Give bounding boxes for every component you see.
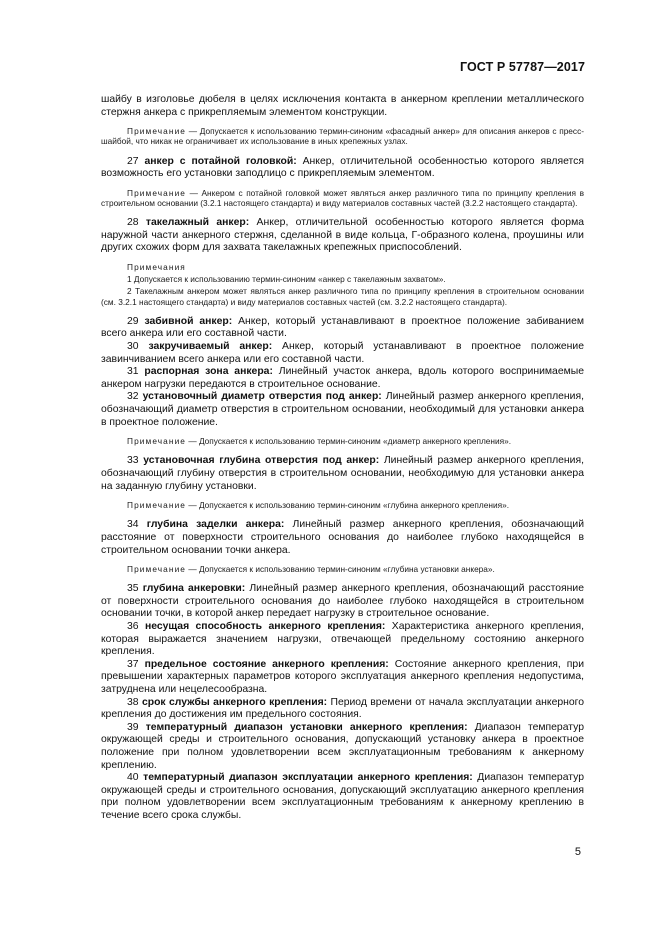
term-31: распорная зона анкера: (144, 366, 273, 378)
term-35: глубина анкеровки: (142, 583, 246, 595)
note-34: Примечание — Допускается к использованию термин-синоним «глубина установки анкера». (127, 564, 495, 575)
term-39: температурный диапазон установки анкерного крепления: (145, 721, 468, 733)
term-entry-37: 37 предельное состояние анкерного крепления: Состояние анкерного крепления, при превышении характерных параметров которого эксплуатация анкерного крепления недопустима, затруднена или нецелесообразна. (101, 658, 584, 696)
term-33: установочная глубина отверстия под анкер: (143, 455, 380, 467)
term-entry-33: 33 установочная глубина отверстия под анкер: Линейный размер анкерного крепления, обозначающий глубину отверстия в строительном основании, необходимую для установки анкера на заданную глубину установки. (101, 455, 584, 492)
note-label: Примечание (127, 564, 187, 575)
term-37: предельное состояние анкерного крепления: (144, 658, 389, 670)
term-40: температурный диапазон эксплуатации анкерного крепления: (143, 772, 473, 784)
note-32: Примечание — Допускается к использованию термин-синоним «диаметр анкерного крепления». (127, 436, 512, 447)
note-label: Примечание (127, 500, 187, 511)
paragraph-intro: шайбу в изголовье дюбеля в целях исключения контакта в анкерном креплении металлического стержня анкера с прикрепляемым элементом конструкции. (101, 94, 584, 118)
page-number: 5 (574, 846, 581, 858)
term-entry-27: 27 анкер с потайной головкой: Анкер, отличительной особенностью которого является возможность его установки заподлицо с прикрепляемым элементом. (101, 155, 584, 180)
term-entry-40: 40 температурный диапазон эксплуатации анкерного крепления: Диапазон температур окружающей среды и строительного основания, допускающий эксплуатацию анкерного крепления при полном удовлетворении всем эксплуатационным требованиям к анкерному креплению в течение всего срока службы. (101, 772, 584, 821)
term-entry-30: 30 закручиваемый анкер: Анкер, который устанавливают в проектное положение завинчиванием всего анкера или его составной части. (101, 340, 584, 365)
note-28-1: 1 Допускается к использованию термин-синоним «анкер с такелажным захватом». (127, 274, 446, 285)
term-36: несущая способность анкерного крепления: (144, 621, 386, 633)
term-entry-38: 38 срок службы анкерного крепления: Период времени от начала эксплуатации анкерного крепления до достижения им предельного состояния. (101, 696, 584, 721)
term-29: забивной анкер: (144, 315, 233, 327)
term-entry-29: 29 забивной анкер: Анкер, который устанавливают в проектное положение забиванием всего анкера или его составной части. (101, 315, 584, 340)
term-entry-28: 28 такелажный анкер: Анкер, отличительной особенностью которого является форма наружной части анкерного стержня, сделанной в виде кольца, Г-образного колена, проушины или других схожих форм для захвата такелажных крепежных приспособлений. (101, 217, 585, 254)
note-27: Примечание — Анкером с потайной головкой может являться анкер различного типа по принципу крепления в строительном основании (3.2.1 настоящего стандарта) и виду материалов составных частей (3.2.2 настоящего стандарта). (101, 187, 584, 208)
term-32: установочный диаметр отверстия под анкер: (142, 391, 382, 403)
term-entry-34: 34 глубина заделки анкера: Линейный размер анкерного крепления, обозначающий расстояние от поверхности строительного основания до наиболее глубоко находящейся в строительном основании точки анкера. (101, 519, 584, 556)
note-label: Примечание (127, 436, 187, 447)
notes-heading-28: Примечания (127, 261, 186, 272)
term-38: срок службы анкерного крепления: (141, 696, 328, 708)
term-entry-31: 31 распорная зона анкера: Линейный участок анкера, вдоль которого воспринимаемые анкером нагрузки передаются в строительное основание. (101, 366, 584, 390)
term-28: такелажный анкер: (145, 217, 250, 229)
term-34: глубина заделки анкера: (146, 519, 285, 531)
term-entry-32: 32 установочный диаметр отверстия под анкер: Линейный размер анкерного крепления, обозначающий диаметр отверстия в строительном основании, необходимый для установки анкера в проектное положение. (101, 391, 584, 428)
term-30: закручиваемый анкер: (148, 340, 273, 352)
document-id: ГОСТ Р 57787—2017 (459, 60, 585, 74)
note-28-2: 2 Такелажным анкером может являться анкер различного типа по принципу крепления в строительном основании (см. 3.2.1 настоящего стандарта) и виду материалов составных частей (см. 3.2.2 настоящего стандарта). (101, 286, 584, 307)
note-intro: Примечание — Допускается к использованию термин-синоним «фасадный анкер» для описания анкеров с пресс-шайбой, что никак не ограничивает их использование в иных крепежных узлах. (101, 126, 584, 147)
note-33: Примечание — Допускается к использованию термин-синоним «глубина анкерного крепления». (127, 500, 509, 511)
note-label: Примечание (127, 126, 187, 137)
term-27: анкер с потайной головкой: (144, 155, 297, 167)
document-body (101, 94, 584, 823)
term-entry-39: 39 температурный диапазон установки анкерного крепления: Диапазон температур окружающей среды и строительного основания, допускающий установку анкера в проектное положение при полном удовлетворении всем эксплуатационным требованиям к анкерному креплению. (101, 721, 584, 771)
term-entry-35: 35 глубина анкеровки: Линейный размер анкерного крепления, обозначающий расстояние от поверхности строительного основания до наиболее глубоко находящейся в строительном основании точки, в которой анкер передает нагрузку в строительное основание. (101, 583, 584, 620)
term-entry-36: 36 несущая способность анкерного крепления: Характеристика анкерного крепления, которая выражается значением нагрузки, отвечающей предельному состоянию анкерного крепления. (101, 621, 584, 658)
note-label: Примечание (127, 187, 187, 198)
